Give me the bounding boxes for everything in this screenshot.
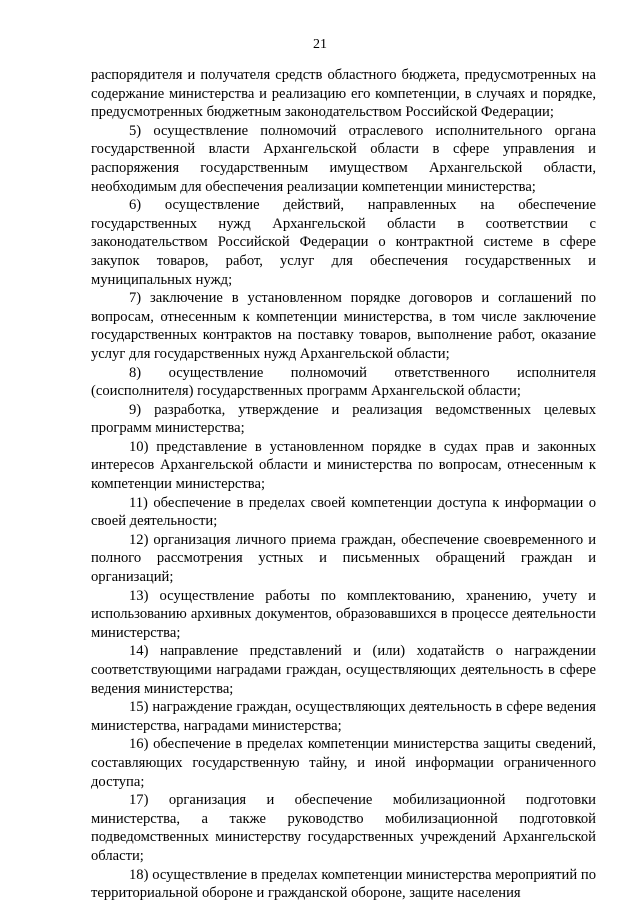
page-number: 21 (313, 37, 327, 52)
paragraph-continuation: распорядителя и получателя средств областного бюджета, предусмотренных на содержание министерства и реализацию его компетенции, в случаях и порядке, предусмотренных бюджетным законодательством Российской Федерации; (91, 67, 596, 121)
paragraph-item-14: 14) направление представлений и (или) ходатайств о награждении соответствующими наградами граждан, осуществляющих деятельность в сфере ведения министерства; (91, 643, 596, 697)
paragraph-item-17: 17) организация и обеспечение мобилизационной подготовки министерства, а также руководство мобилизационной подготовкой подведомственных министерству государственных учреждений Архангельской области; (91, 792, 596, 864)
paragraph-item-5: 5) осуществление полномочий отраслевого исполнительного органа государственной власти Архангельской области в сфере управления и распоряжения государственным имуществом Архангельской области, необходимым для обеспечения реализации компетенции министерства; (91, 122, 596, 195)
paragraph-item-8: 8) осуществление полномочий ответственного исполнителя (соисполнителя) государственных программ Архангельской области; (91, 364, 596, 400)
paragraph-item-16: 16) обеспечение в пределах компетенции министерства защиты сведений, составляющих государственную тайну, и иной информации ограниченного доступа; (91, 736, 596, 790)
paragraph-item-11: 11) обеспечение в пределах своей компетенции доступа к информации о своей деятельности; (91, 494, 596, 530)
paragraph-item-7: 7) заключение в установленном порядке договоров и соглашений по вопросам, отнесенным к компетенции министерства, в том числе заключение государственных контрактов на поставку товаров, выполнение работ, оказание услуг для государственных нужд Архангельской области; (91, 290, 596, 362)
paragraph-item-18: 18) осуществление в пределах компетенции министерства мероприятий по территориальной обороне и гражданской обороне, защите населения (91, 866, 596, 902)
paragraph-item-6: 6) осуществление действий, направленных на обеспечение государственных нужд Архангельской области в соответствии с законодательством Российской Федерации о контрактной системе в сфере закупок товаров, работ, услуг для обеспечения государственных и муниципальных нужд; (91, 197, 596, 288)
paragraph-item-15: 15) награждение граждан, осуществляющих деятельность в сфере ведения министерства, наградами министерства; (91, 699, 596, 734)
paragraph-item-9: 9) разработка, утверждение и реализация ведомственных целевых программ министерства; (91, 401, 596, 437)
paragraph-item-13: 13) осуществление работы по комплектованию, хранению, учету и использованию архивных документов, образовавшихся в процессе деятельности министерства; (91, 587, 596, 641)
document-body (91, 66, 596, 903)
paragraph-item-12: 12) организация личного приема граждан, обеспечение своевременного и полного рассмотрения устных и письменных обращений граждан и организаций; (91, 531, 596, 586)
paragraph-item-10: 10) представление в установленном порядке в судах прав и законных интересов Архангельской области и министерства по вопросам, отнесенным к компетенции министерства; (91, 438, 596, 493)
